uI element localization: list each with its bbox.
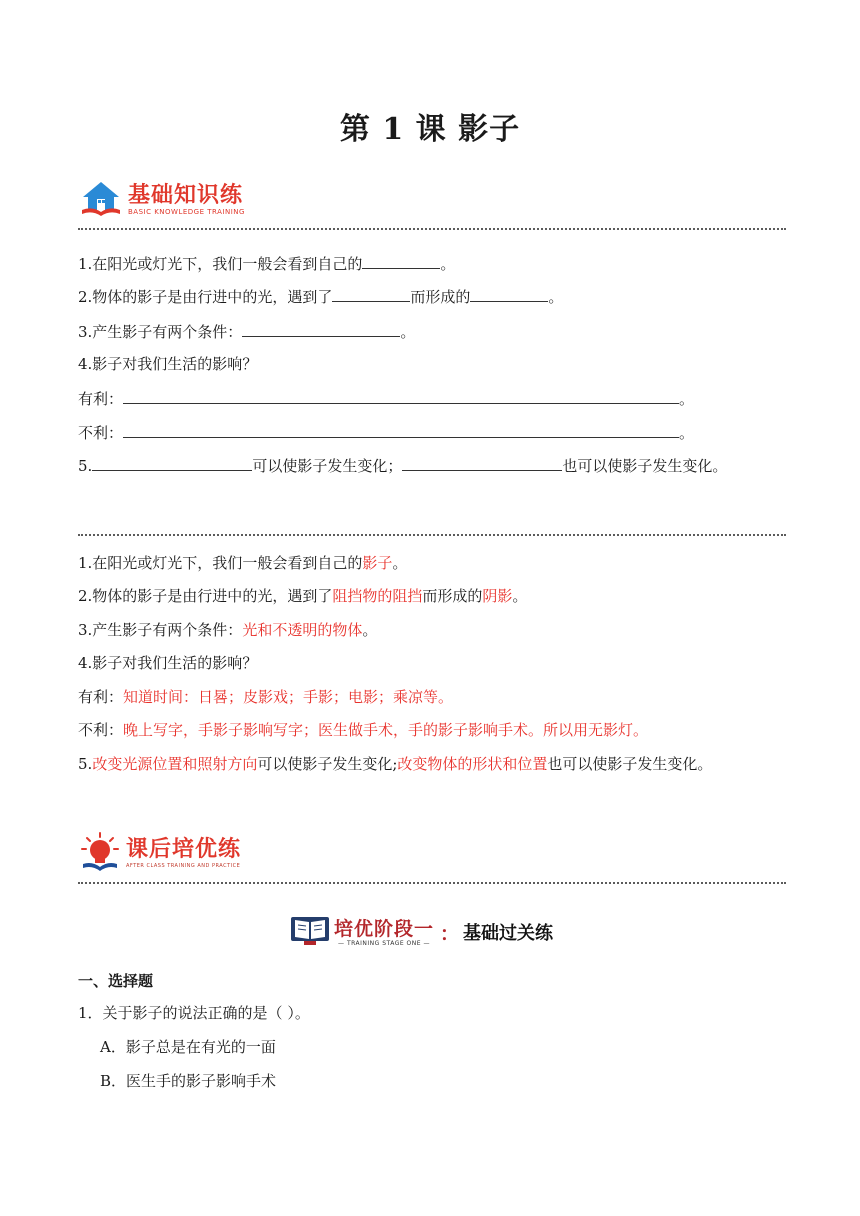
answer-3: 3.产生影子有两个条件：光和不透明的物体。 xyxy=(78,621,378,639)
stage-colon: ： xyxy=(440,922,460,945)
question-5: 5. 可以使影子发生变化； 也可以使影子发生变化。 xyxy=(78,454,727,477)
after-badge-subtitle: AFTER CLASS TRAINING AND PRACTICE xyxy=(126,862,241,869)
divider xyxy=(78,882,786,884)
answer-blank[interactable] xyxy=(92,454,252,471)
option-a[interactable]: A．影子总是在有光的一面 xyxy=(100,1038,276,1056)
answer-blank[interactable] xyxy=(470,285,548,302)
answer-2: 2.物体的影子是由行进中的光，遇到了阻挡物的阻挡而形成的阴影。 xyxy=(78,587,528,605)
house-book-icon xyxy=(80,180,122,220)
answer-blank[interactable] xyxy=(362,252,440,269)
choice-question-1: 1．关于影子的说法正确的是（ ）。 xyxy=(78,1004,310,1022)
question-4: 4.影子对我们生活的影响？ xyxy=(78,355,258,373)
divider xyxy=(78,228,786,230)
answer-blank[interactable] xyxy=(402,454,562,471)
basic-knowledge-badge xyxy=(80,180,245,220)
option-b[interactable]: B．医生手的影子影响手术 xyxy=(100,1072,277,1090)
answer-blank[interactable] xyxy=(332,285,410,302)
stage-header xyxy=(290,914,553,950)
question-1: 1.在阳光或灯光下，我们一般会看到自己的 。 xyxy=(78,252,455,275)
lightbulb-icon xyxy=(80,832,120,876)
open-book-icon xyxy=(290,914,330,950)
answer-blank[interactable] xyxy=(123,421,679,438)
question-4-bad: 不利： 。 xyxy=(78,421,694,444)
question-2: 2.物体的影子是由行进中的光，遇到了 而形成的 。 xyxy=(78,285,563,308)
basic-badge-title: 基础知识练 xyxy=(128,182,244,208)
stage-title: 培优阶段一 xyxy=(334,917,435,940)
answer-4: 4.影子对我们生活的影响？ xyxy=(78,654,258,672)
answer-blank[interactable] xyxy=(123,387,679,404)
answer-4-bad: 不利：晚上写字，手影子影响写字；医生做手术，手的影子影响手术。所以用无影灯。 xyxy=(78,721,649,739)
divider xyxy=(78,534,786,536)
answer-blank[interactable] xyxy=(242,320,400,337)
after-class-badge xyxy=(80,832,241,876)
question-3: 3.产生影子有两个条件： 。 xyxy=(78,320,415,343)
stage-label: 基础过关练 xyxy=(463,923,554,944)
answer-1: 1.在阳光或灯光下，我们一般会看到自己的影子。 xyxy=(78,554,408,572)
answer-4-good: 有利：知道时间：日晷；皮影戏；手影；电影；乘凉等。 xyxy=(78,688,454,706)
question-4-good: 有利： 。 xyxy=(78,387,694,410)
basic-badge-subtitle: BASIC KNOWLEDGE TRAINING xyxy=(128,207,245,216)
page-title: 第 1 课 影子 xyxy=(339,112,521,147)
stage-subtitle: — TRAINING STAGE ONE — xyxy=(338,939,430,947)
section-heading: 一、选择题 xyxy=(78,972,154,990)
after-badge-title: 课后培优练 xyxy=(126,836,242,862)
answer-5: 5.改变光源位置和照射方向可以使影子发生变化;改变物体的形状和位置也可以使影子发生变化。 xyxy=(78,755,713,773)
